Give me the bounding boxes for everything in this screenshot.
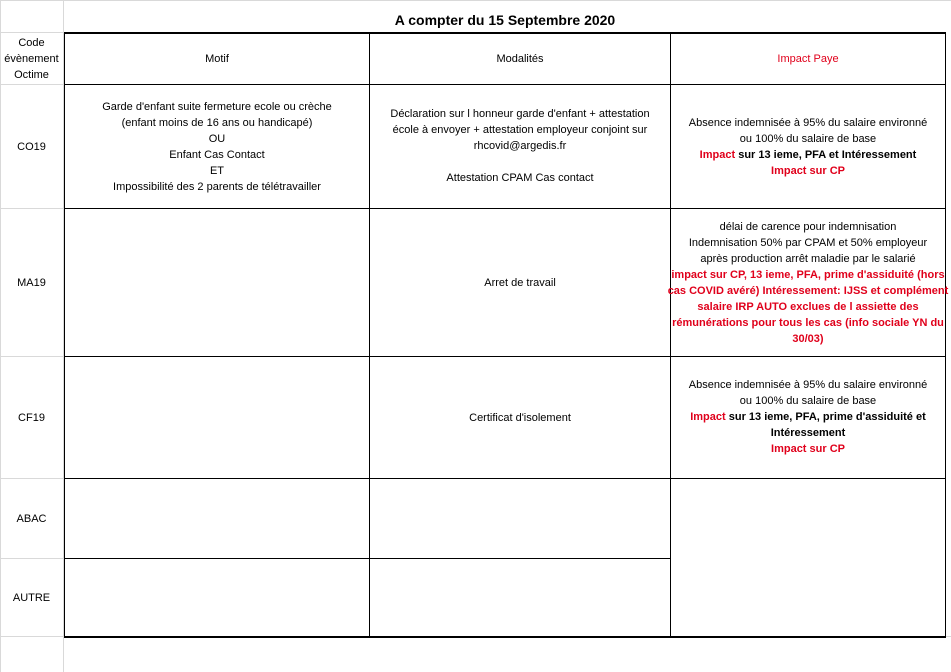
code-cf19: CF19 <box>18 411 45 424</box>
motif-co19-line-4: Enfant Cas Contact <box>169 148 265 161</box>
motif-co19-line-3: OU <box>208 132 226 145</box>
impact-co19-impact-word: Impact <box>699 148 736 161</box>
impact-ma19 <box>667 209 949 356</box>
border-under-cf19 <box>64 478 946 479</box>
impact-ma19-red-line-5: 30/03) <box>792 332 824 345</box>
impact-co19-line-1: Absence indemnisée à 95% du salaire environné <box>688 116 928 129</box>
code-abac: ABAC <box>16 512 47 525</box>
modalites-cf19: Certificat d'isolement <box>469 411 571 424</box>
impact-ma19-red-line-4: rémunérations pour tous les cas (info sociale YN du <box>672 316 944 329</box>
modalites-co19 <box>370 85 670 208</box>
impact-co19-line-4: Impact sur CP <box>771 164 845 177</box>
impact-ma19-red-line-3: salaire IRP AUTO exclues de l assiette des <box>697 300 919 313</box>
border-right <box>945 32 946 638</box>
modalites-co19-line-1: Déclaration sur l honneur garde d'enfant + attestation <box>390 108 650 120</box>
header-code-line-2: évènement <box>4 52 59 65</box>
motif-co19-line-2: (enfant moins de 16 ans ou handicapé) <box>121 116 313 129</box>
header-code-line-1: Code <box>18 36 45 49</box>
motif-co19-line-6: Impossibilité des 2 parents de télétravailler <box>113 180 321 193</box>
header-motif: Motif <box>205 53 229 65</box>
modalites-co19-line-3: rhcovid@argedis.fr <box>473 140 567 152</box>
impact-cf19-line-3-rest: sur 13 ieme, PFA, prime d'assiduité et <box>725 411 926 423</box>
motif-co19-line-1: Garde d'enfant suite fermeture ecole ou crèche <box>102 100 332 113</box>
motif-co19 <box>65 85 369 208</box>
header-code <box>0 33 63 84</box>
impact-co19 <box>671 85 945 208</box>
impact-ma19-line-2: Indemnisation 50% par CPAM et 50% employeur <box>688 236 928 249</box>
impact-ma19-line-1: délai de carence pour indemnisation <box>719 220 897 233</box>
impact-cf19-line-2: ou 100% du salaire de base <box>739 395 877 407</box>
header-modalites: Modalités <box>496 53 544 65</box>
impact-ma19-red-line-2: cas COVID avéré) Intéressement: IJSS et complément <box>667 284 949 297</box>
impact-cf19-line-1: Absence indemnisée à 95% du salaire environné <box>688 379 928 391</box>
code-co19: CO19 <box>17 140 46 153</box>
gridline-top <box>0 0 951 1</box>
header-impact-paye: Impact Paye <box>777 53 839 65</box>
impact-ma19-line-3: après production arrêt maladie par le salarié <box>700 252 916 265</box>
impact-cf19-impact-word: Impact <box>690 411 726 423</box>
motif-co19-line-5: ET <box>209 164 225 177</box>
modalites-co19-line-5: Attestation CPAM Cas contact <box>446 172 594 184</box>
impact-cf19 <box>671 357 945 478</box>
modalites-ma19: Arret de travail <box>484 276 556 289</box>
impact-co19-line-3-rest: sur 13 ieme, PFA et Intéressement <box>735 148 917 161</box>
impact-cf19-line-5: Impact sur CP <box>771 443 845 455</box>
impact-co19-line-2: ou 100% du salaire de base <box>739 132 877 145</box>
header-code-line-3: Octime <box>14 68 49 81</box>
impact-ma19-red-line-1: impact sur CP, 13 ieme, PFA, prime d'assiduité (hors <box>671 268 945 281</box>
border-bottom <box>64 636 946 638</box>
impact-co19-line-3 <box>700 147 917 163</box>
modalites-co19-line-2: école à envoyer + attestation employeur conjoint sur <box>392 124 648 136</box>
code-autre: AUTRE <box>12 591 51 604</box>
border-under-abac <box>64 558 670 559</box>
impact-cf19-line-3 <box>690 409 926 425</box>
page-title: A compter du 15 Septembre 2020 <box>394 12 616 28</box>
code-ma19: MA19 <box>17 276 46 289</box>
impact-cf19-line-4: Intéressement <box>770 427 846 439</box>
